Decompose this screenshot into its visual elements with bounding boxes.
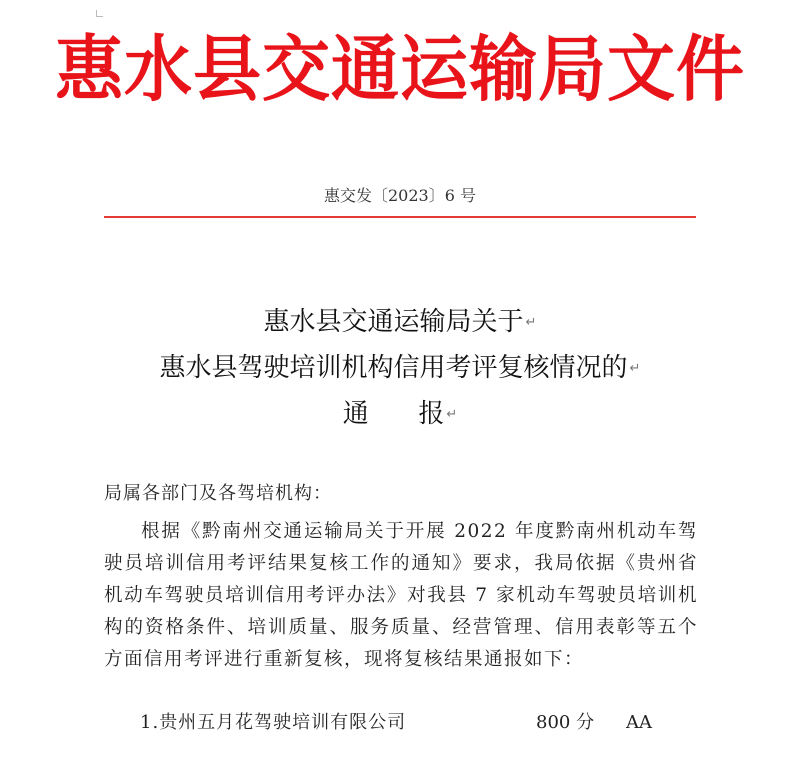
paragraph-mark-icon: ↵ xyxy=(629,360,641,376)
title-line-1-text: 惠水县交通运输局关于 xyxy=(263,307,524,337)
paragraph-mark-icon: ↵ xyxy=(446,406,458,422)
crop-mark xyxy=(96,10,103,17)
document-masthead: 惠水县交通运输局文件 xyxy=(54,29,745,112)
title-line-3 xyxy=(0,394,800,435)
result-item-grade: AA xyxy=(626,712,652,733)
title-line-1 xyxy=(0,302,800,343)
paragraph-mark-icon: ↵ xyxy=(525,314,537,330)
result-item-score: 800 分 xyxy=(536,712,595,733)
salutation: 局属各部门及各驾培机构： xyxy=(104,483,332,504)
body-paragraph: 根据《黔南州交通运输局关于开展 2022 年度黔南州机动车驾驶员培训信用考评结果复核工作的通知》要求，我局依据《贵州省机动车驾驶员培训信用考评办法》对我县 7 家机动车驾驶员培训机构的资格条件、培训质量、服务质量、经营管理、信用表彰等五个方面信用考评进行重新复核，现将复核结果通报如下： xyxy=(104,521,698,670)
title-line-2-text: 惠水县驾驶培训机构信用考评复核情况的 xyxy=(159,353,628,383)
title-line-3-text: 通 报 xyxy=(342,399,445,429)
title-line-2 xyxy=(0,348,800,389)
result-item-index: 1. xyxy=(140,712,160,733)
red-divider-line xyxy=(104,216,696,218)
result-item-name xyxy=(140,707,536,739)
result-item xyxy=(140,707,666,739)
result-item-org: 贵州五月花驾驶培训有限公司 xyxy=(159,712,407,733)
document-number: 惠交发〔2023〕6 号 xyxy=(324,186,476,205)
